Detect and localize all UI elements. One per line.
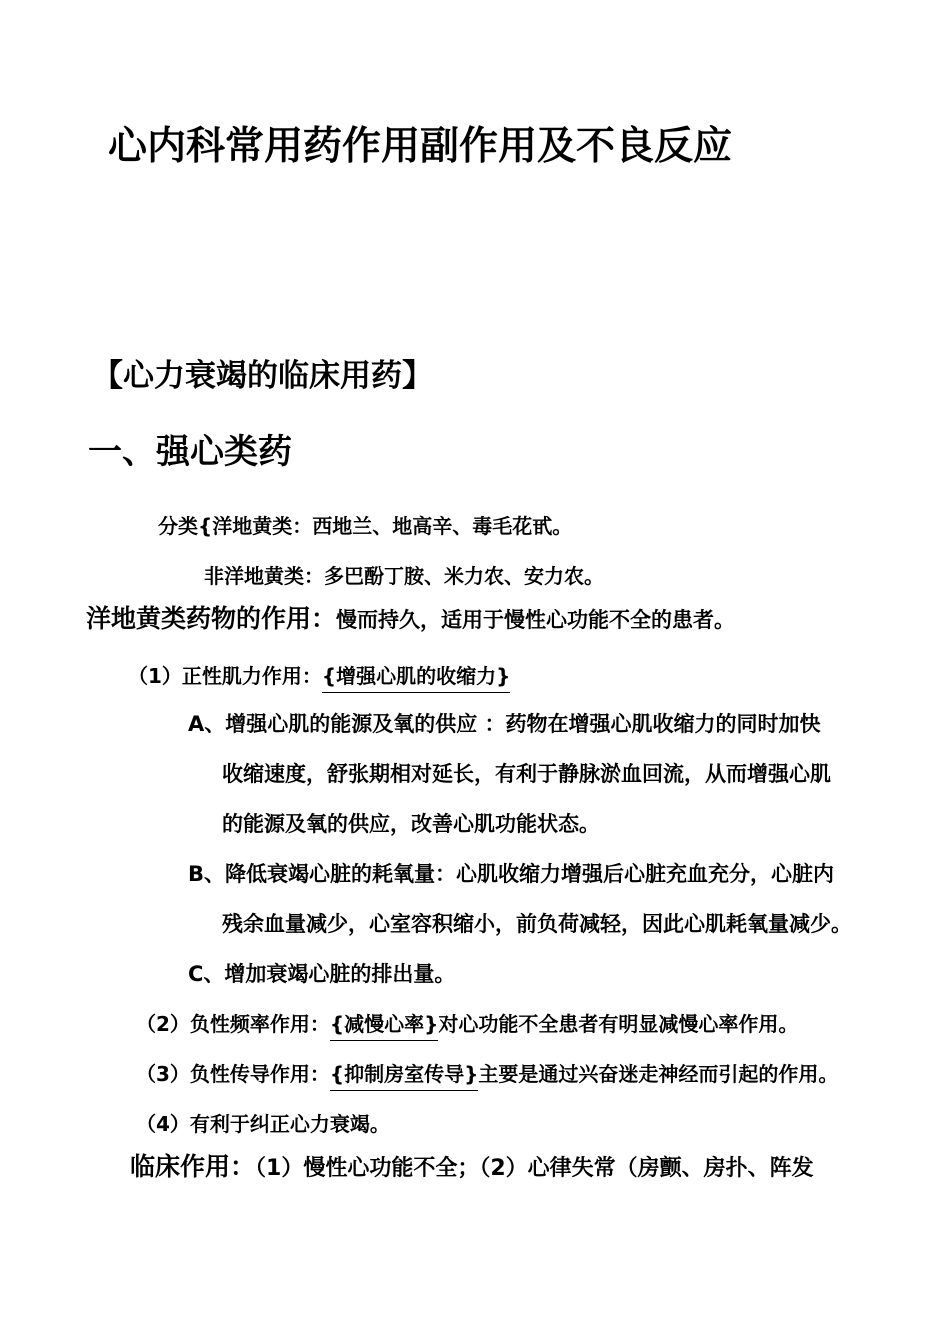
effect-1-a-line-1: A、增强心肌的能源及氧的供应 ：药物在增强心肌收缩力的同时加快 (188, 712, 821, 736)
clinical-use-label: 临床作用： (130, 1152, 256, 1181)
effect-3-negative-dromotropic (136, 1062, 838, 1086)
clinical-use-paragraph (130, 1152, 814, 1182)
effect-1-b-line-2: 残余血量减少，心室容积缩小，前负荷减轻，因此心肌耗氧量减少。 (222, 912, 852, 936)
effect-1-b-line-1: B、降低衰竭心脏的耗氧量：心肌收缩力增强后心脏充血充分，心脏内 (188, 862, 835, 886)
effect-3-underlined: {抑制房室传导} (329, 1062, 479, 1086)
clinical-use-text: （1）慢性心功能不全；（2）心律失常（房颤、房扑、阵发 (255, 1156, 814, 1181)
effect-3-label: （3）负性传导作用： (136, 1062, 330, 1086)
effect-2-negative-chronotropic (136, 1012, 798, 1036)
effect-2-underlined: {减慢心率} (329, 1012, 439, 1036)
effect-1-underlined: {增强心肌的收缩力} (321, 664, 511, 688)
document-title: 心内科常用药作用副作用及不良反应 (108, 124, 733, 169)
effect-1-label: （1）正性肌力作用： (128, 664, 322, 688)
digitalis-effect-text: 慢而持久，适用于慢性心功能不全的患者。 (336, 608, 736, 632)
effect-2-label: （2）负性频率作用： (136, 1012, 330, 1036)
section-title: 【心力衰竭的临床用药】 (92, 358, 433, 394)
effect-3-text: 主要是通过兴奋迷走神经而引起的作用。 (478, 1062, 839, 1086)
digitalis-effect-label: 洋地黄类药物的作用： (86, 604, 337, 633)
effect-2-text: 对心功能不全患者有明显减慢心率作用。 (438, 1012, 799, 1036)
effect-1-c: C、增加衰竭心脏的排出量。 (188, 962, 456, 986)
effect-1-a-line-3: 的能源及氧的供应，改善心肌功能状态。 (222, 812, 600, 836)
digitalis-effect-paragraph (86, 604, 735, 634)
heading-cardiotonic-drugs: 一、强心类药 (88, 432, 292, 472)
effect-4: （4）有利于纠正心力衰竭。 (136, 1112, 390, 1136)
effect-1-positive-inotropic (128, 664, 510, 688)
effect-1-a-line-2: 收缩速度，舒张期相对延长，有利于静脉淤血回流，从而增强心肌 (222, 762, 831, 786)
classification-line-1: 分类{洋地黄类：西地兰、地高辛、毒毛花甙。 (158, 514, 573, 538)
classification-line-2: 非洋地黄类：多巴酚丁胺、米力农、安力农。 (204, 564, 604, 588)
